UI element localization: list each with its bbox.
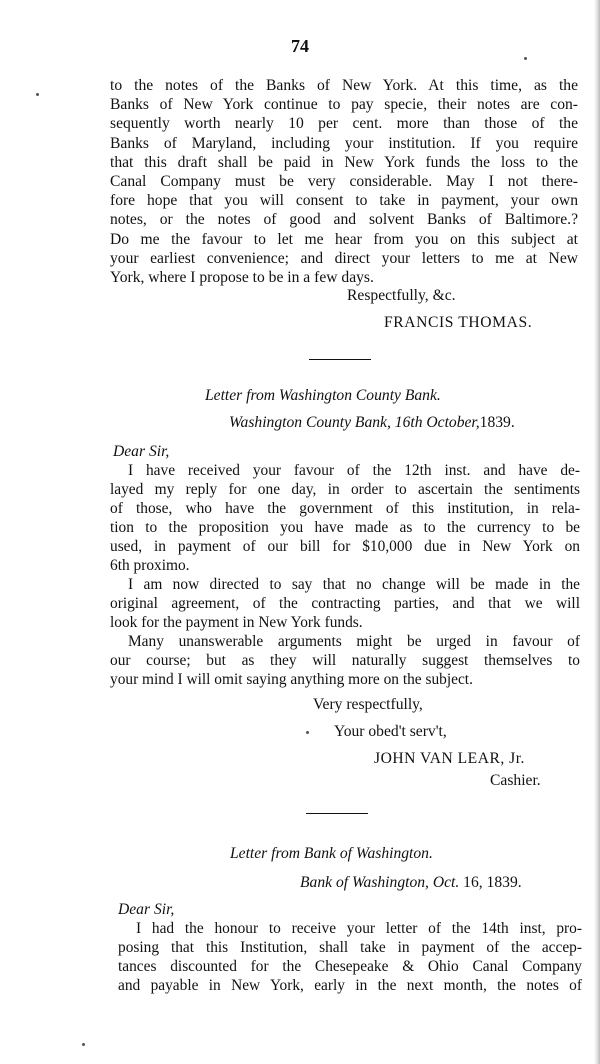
letter2-closing1: Very respectfully, bbox=[313, 696, 423, 713]
letter3-line: and payable in New York, early in the next month, the notes of bbox=[118, 977, 582, 994]
letter2-dateline-date: 16th October, bbox=[394, 414, 480, 431]
letter2-dateline bbox=[229, 414, 515, 432]
letter1-line: sequently worth nearly 10 per cent. more than those of the bbox=[110, 115, 578, 133]
letter2-line: original agreement, of the contracting parties, and that we will bbox=[110, 595, 580, 612]
letter2-dateline-place: Washington County Bank, bbox=[229, 414, 391, 431]
letter2-signature: JOHN VAN LEAR, Jr. bbox=[374, 750, 525, 767]
bullet-mark bbox=[306, 731, 309, 734]
margin-speck bbox=[36, 93, 39, 96]
letter2-line: of those, who have the government of this institution, in rela- bbox=[110, 500, 580, 517]
letter1-line: fore hope that you will consent to take in payment, your own bbox=[110, 192, 578, 210]
letter2-title: Cashier. bbox=[490, 772, 541, 789]
section-divider bbox=[306, 813, 368, 814]
letter1-line: Banks of Maryland, including your institution. If you require bbox=[110, 134, 578, 152]
letter2-line: Many unanswerable arguments might be urged in favour of bbox=[128, 633, 580, 650]
letter2-closing2: Your obed't serv't, bbox=[334, 723, 447, 740]
letter3-line: posing that this Institution, shall take in payment of the accep- bbox=[118, 939, 582, 956]
letter3-line: I had the honour to receive your letter of the 14th inst, pro- bbox=[136, 920, 582, 937]
letter1-line: Banks of New York continue to pay specie, their notes are con- bbox=[110, 96, 578, 114]
letter2-line: our course; but as they will naturally suggest themselves to bbox=[110, 652, 580, 669]
letter3-line: tances discounted for the Chesepeake & Ohio Canal Company bbox=[118, 958, 582, 975]
letter1-line: that this draft shall be paid in New York funds the loss to the bbox=[110, 153, 578, 171]
letter3-dateline-date: 16, 1839. bbox=[463, 874, 522, 891]
margin-speck bbox=[524, 57, 527, 60]
letter3-heading: Letter from Bank of Washington. bbox=[230, 845, 433, 862]
page-edge-shadow bbox=[594, 0, 600, 1064]
letter1-body bbox=[110, 76, 578, 287]
letter2-line: used, in payment of our bill for $10,000 due in New York on bbox=[110, 538, 580, 555]
letter2-line: your mind I will omit saying anything more on the subject. bbox=[110, 671, 473, 688]
letter2-line: layed my reply for one day, in order to ascertain the sentiments bbox=[110, 481, 580, 498]
letter2-heading: Letter from Washington County Bank. bbox=[205, 387, 441, 404]
letter3-dateline-place: Bank of Washington, Oct. bbox=[300, 874, 460, 891]
letter3-salutation: Dear Sir, bbox=[118, 901, 175, 918]
letter1-line: notes, or the notes of good and solvent Banks of Baltimore.? bbox=[110, 211, 578, 229]
letter1-closing: Respectfully, &c. bbox=[347, 287, 456, 304]
letter1-line: Do me the favour to let me hear from you on this subject at bbox=[110, 230, 578, 248]
letter2-line: tion to the proposition you have made as to the currency to be bbox=[110, 519, 580, 536]
letter2-line: 6th proximo. bbox=[110, 557, 190, 574]
letter2-line: I am now directed to say that no change will be made in the bbox=[128, 576, 580, 593]
margin-speck bbox=[82, 1043, 85, 1046]
letter3-dateline bbox=[300, 874, 522, 892]
letter1-line: Canal Company must be very considerable. May I not there- bbox=[110, 172, 578, 190]
letter1-line: to the notes of the Banks of New York. At this time, as the bbox=[110, 77, 578, 94]
letter2-line: look for the payment in New York funds. bbox=[110, 614, 363, 631]
letter1-line: York, where I propose to be in a few days. bbox=[110, 268, 374, 286]
section-divider bbox=[309, 359, 371, 360]
letter2-salutation: Dear Sir, bbox=[113, 443, 170, 460]
letter1-signature: FRANCIS THOMAS. bbox=[384, 314, 533, 331]
letter2-line: I have received your favour of the 12th inst. and have de- bbox=[128, 462, 580, 479]
letter2-dateline-year: 1839. bbox=[479, 414, 515, 431]
letter1-line: your earliest convenience; and direct your letters to me at New bbox=[110, 249, 578, 267]
page-number: 74 bbox=[291, 36, 309, 56]
